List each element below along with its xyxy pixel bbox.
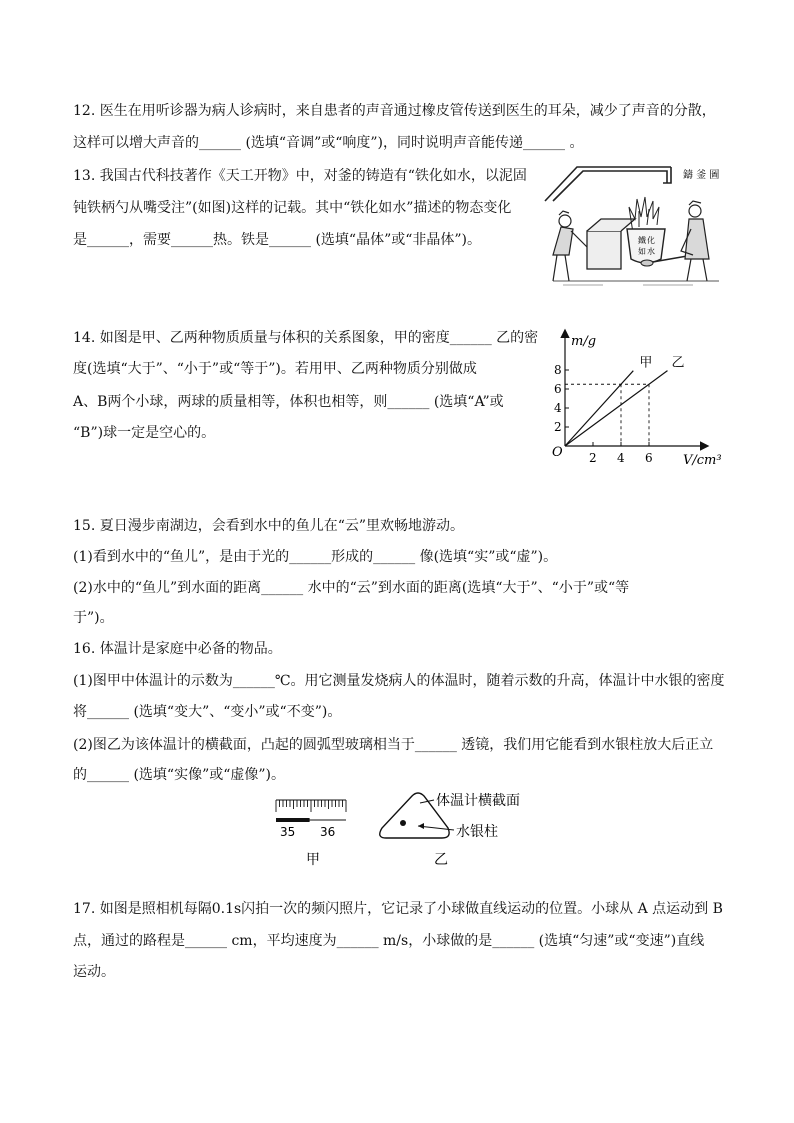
thermometer-scale-figure [270, 794, 354, 870]
series-line-jia [565, 371, 633, 446]
label-mercury-column: 水银柱 [456, 824, 498, 840]
casting-illustration [543, 163, 723, 295]
q15-line-3: (2)水中的“鱼儿”到水面的距离______ 水中的“云”到水面的距离(选填“大于”、“小于”或“等 [73, 580, 630, 596]
q16-line-3: 将______ (选填“变大”、“变小”或“不变”)。 [73, 704, 342, 720]
figure-caption-yi: 乙 [434, 852, 448, 868]
q15-line-2: (1)看到水中的“鱼儿”，是由于光的______形成的______ 像(选填“实”或“虚”)。 [73, 549, 558, 565]
y-tick-label: 4 [554, 401, 562, 415]
q13-line-2: 钝铁柄勺从嘴受注”(如图)这样的记载。其中“铁化如水”描述的物态变化 [73, 200, 512, 216]
scale-label-35: 35 [280, 825, 296, 839]
x-axis-label: V/cm³ [683, 453, 722, 468]
q14-line-3: A、B两个小球，两球的质量相等，体积也相等，则______ (选填“A”或 [73, 394, 504, 410]
q14-line-2: 度(选填“大于”、“小于”或“等于”)。若用甲、乙两种物质分别做成 [73, 361, 477, 377]
q17-line-3: 运动。 [73, 964, 115, 980]
scale-ticks [276, 800, 346, 812]
label-cross-section: 体温计横截面 [436, 793, 520, 809]
scale-label-36: 36 [320, 825, 336, 839]
svg-text:如: 如 [638, 247, 646, 256]
y-tick-label: 8 [554, 363, 562, 377]
crucible-vessel [627, 229, 665, 263]
series-label-yi: 乙 [671, 355, 685, 371]
q12-line-1: 12. 医生在用听诊器为病人诊病时，来自患者的声音通过橡皮管传送到医生的耳朵，减少了声音的分散， [73, 103, 716, 119]
q13-line-1: 13. 我国古代科技著作《天工开物》中，对釜的铸造有“铁化如水，以泥固 [73, 168, 527, 184]
y-tick-label: 6 [554, 382, 562, 396]
q16-line-4: (2)图乙为该体温计的横截面，凸起的圆弧型玻璃相当于______ 透镜，我们用它能看到水银柱放大后正立 [73, 737, 714, 753]
thermometer-cross-section-figure [372, 786, 532, 872]
y-tick-label: 2 [554, 420, 562, 434]
q15-line-4: 于”)。 [73, 610, 114, 626]
q14-line-1: 14. 如图是甲、乙两种物质质量与体积的关系图象，甲的密度______ 乙的密 [73, 330, 539, 346]
svg-text:水: 水 [647, 247, 655, 256]
q12-line-2: 这样可以增大声音的______ (选填“音调”或“响度”)，同时说明声音能传递______ 。 [73, 135, 584, 151]
series-line-yi [565, 371, 667, 446]
figure-caption-jia: 甲 [306, 852, 320, 868]
mercury-column [276, 818, 310, 822]
q17-line-1: 17. 如图是照相机每隔0.1s闪拍一次的频闪照片，它记录了小球做直线运动的位置。小球从 A 点运动到 B [73, 901, 723, 917]
left-worker-figure [553, 211, 587, 281]
q16-line-2: (1)图甲中体温计的示数为______℃。用它测量发烧病人的体温时，随着示数的升高，体温计中水银的密度 [73, 673, 725, 689]
mercury-dot [400, 820, 406, 826]
x-tick-label: 6 [645, 451, 653, 465]
series-label-jia: 甲 [639, 355, 653, 371]
svg-text:化: 化 [647, 236, 655, 245]
svg-text:鐵: 鐵 [638, 236, 646, 245]
q13-line-3: 是______，需要______热。铁是______ (选填“晶体”或“非晶体”)。 [73, 232, 482, 248]
origin-label: O [552, 445, 563, 460]
q16-line-5: 的______ (选填“实像”或“虚像”)。 [73, 767, 286, 783]
q14-line-4: “B”)球一定是空心的。 [73, 425, 216, 441]
right-worker-figure [681, 201, 709, 281]
figure-caption: 鑄 釜 圖 [683, 170, 720, 181]
q15-line-1: 15. 夏日漫步南湖边，会看到水中的鱼儿在“云”里欢畅地游动。 [73, 518, 465, 534]
q16-line-1: 16. 体温计是家庭中必备的物品。 [73, 641, 282, 657]
x-tick-label: 2 [589, 451, 597, 465]
q17-line-2: 点，通过的路程是______ cm，平均速度为______ m/s，小球做的是______ (选填“匀速”或“变速”)直线 [73, 933, 705, 949]
x-tick-label: 4 [617, 451, 625, 465]
y-axis-label: m/g [571, 334, 597, 349]
mass-volume-chart [545, 325, 730, 470]
